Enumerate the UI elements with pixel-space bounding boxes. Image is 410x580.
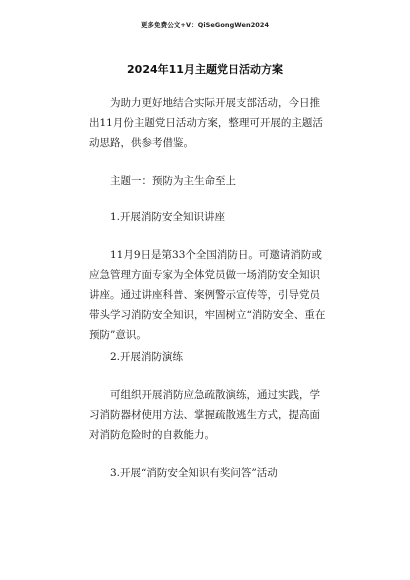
item1-paragraph: 11月9日是第33个全国消防日。可邀请消防或应急管理方面专家为全体党员做一场消防安全知识讲座。通过讲座科普、案例警示宣传等，引导党员带头学习消防安全知识，牢固树立“消防安全、重在预防”意识。: [89, 249, 326, 341]
intro-paragraph: 为助力更好地结合实际开展支部活动，今日推出11月份主题党日活动方案，整理可开展的主题活动思路，供参考借鉴。: [89, 97, 323, 149]
item3-heading: 3.开展“消防安全知识有奖问答”活动: [110, 467, 278, 479]
header-note: 更多免费公文+V：QiSeGongWen2024: [140, 21, 270, 29]
item1-heading: 1.开展消防安全知识讲座: [110, 211, 226, 223]
item2-heading: 2.开展消防演练: [110, 351, 184, 363]
item2-paragraph: 可组织开展消防应急疏散演练，通过实践，学习消防器材使用方法、掌握疏散逃生方式，提高面对消防危险时的自救能力。: [89, 389, 320, 441]
theme1-heading: 主题一：预防为主生命至上: [110, 175, 236, 187]
document-title: 2024年11月主题党日活动方案: [127, 63, 283, 76]
